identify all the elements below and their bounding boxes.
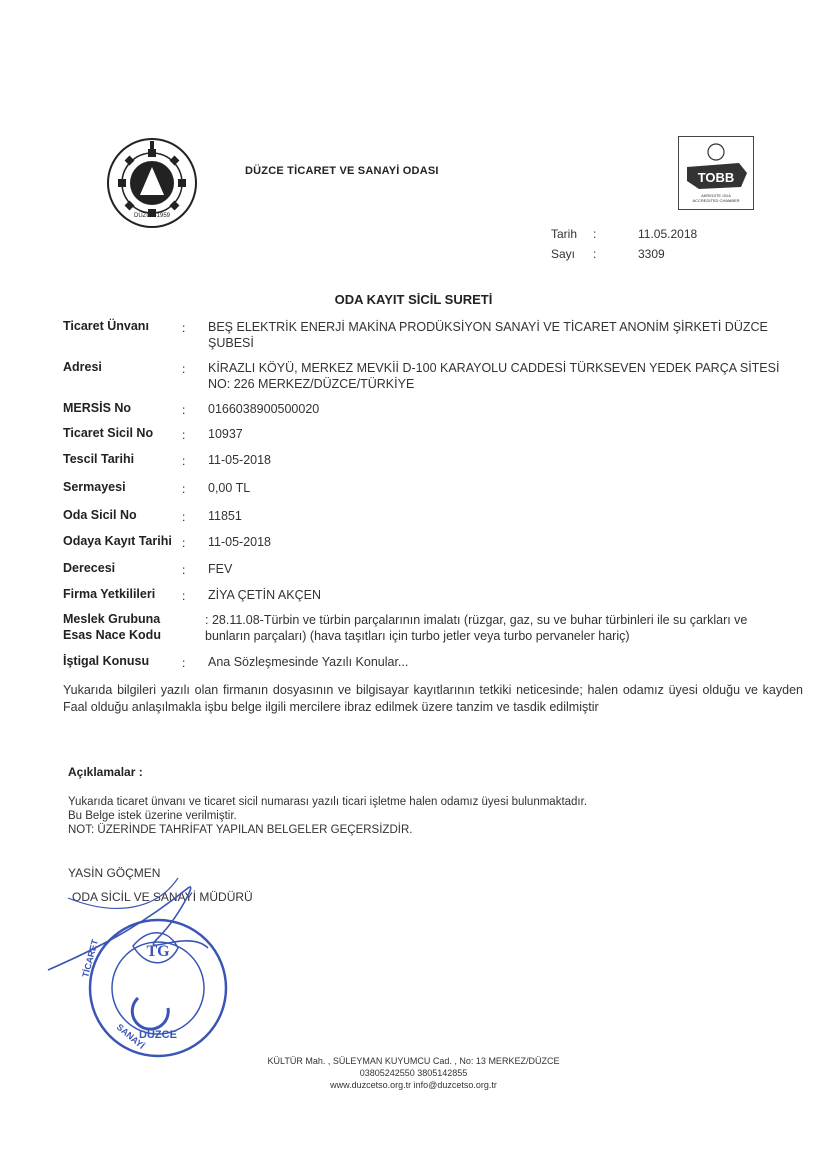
notes-heading: Açıklamalar : bbox=[68, 765, 143, 779]
field-label-nace-line2: Esas Nace Kodu bbox=[63, 628, 161, 642]
field-value-mersis: 0166038900500020 bbox=[208, 402, 320, 416]
field-colon: : bbox=[182, 536, 186, 550]
field-colon: : bbox=[182, 510, 186, 524]
footer-address: KÜLTÜR Mah. , SÜLEYMAN KUYUMCU Cad. , No: 13 MERKEZ/DÜZCE bbox=[267, 1056, 560, 1066]
field-value-trade-registry-no: 10937 bbox=[208, 427, 243, 441]
chamber-seal-logo bbox=[106, 137, 198, 229]
field-colon: : bbox=[182, 482, 186, 496]
field-value-nace: : 28.11.08-Türbin ve türbin parçalarının imalatı (rüzgar, gaz, su ve buhar türbinleri ile su çarkları ve bunların parçaları) (hava taşıtları için turbo jetler veya turbo pervaneler hariç) bbox=[205, 613, 748, 643]
org-name: DÜZCE TİCARET VE SANAYİ ODASI bbox=[245, 165, 439, 177]
field-label-registration-date: Tescil Tarihi bbox=[63, 452, 135, 466]
document-title: ODA KAYIT SİCİL SURETİ bbox=[334, 292, 493, 307]
field-label-grade: Derecesi bbox=[63, 561, 116, 575]
footer-phones: 03805242550 3805142855 bbox=[359, 1068, 468, 1078]
date-colon: : bbox=[593, 227, 597, 241]
field-label-business-scope: İştigal Konusu bbox=[63, 654, 150, 668]
field-label-trade-registry-no: Ticaret Sicil No bbox=[63, 426, 154, 440]
field-label-mersis: MERSİS No bbox=[63, 401, 132, 415]
svg-text:TG: TG bbox=[146, 943, 170, 960]
field-colon: : bbox=[182, 563, 186, 577]
notes-line-2: Bu Belge istek üzerine verilmiştir. bbox=[68, 810, 237, 822]
field-colon: : bbox=[182, 321, 186, 335]
svg-text:DÜZCE: DÜZCE bbox=[139, 1029, 177, 1041]
date-label: Tarih bbox=[551, 227, 578, 241]
field-value-registration-date: 11-05-2018 bbox=[208, 453, 272, 467]
signatory-name: YASİN GÖÇMEN bbox=[68, 866, 161, 880]
field-colon: : bbox=[182, 403, 186, 417]
svg-text:AKREDİTE ODA: AKREDİTE ODA bbox=[701, 193, 731, 198]
notes-line-1: Yukarıda ticaret ünvanı ve ticaret sicil numarası yazılı ticari işletme halen odamız üyesi bulunmaktadır. bbox=[68, 796, 588, 808]
field-value-address: KİRAZLI KÖYÜ, MERKEZ MEVKİİ D-100 KARAYOLU CADDESİ TÜRKSEVEN YEDEK PARÇA SİTESİ NO: 226 MERKEZ/DÜZCE/TÜRKİYE bbox=[208, 361, 780, 391]
field-colon: : bbox=[182, 454, 186, 468]
svg-text:SANAYİ: SANAYİ bbox=[114, 1021, 147, 1051]
svg-text:ACCREDITED CHAMBER: ACCREDITED CHAMBER bbox=[692, 198, 740, 203]
field-colon: : bbox=[182, 428, 186, 442]
signatory-title: ODA SİCİL VE SANAYİ MÜDÜRÜ bbox=[72, 890, 253, 904]
svg-text:TOBB: TOBB bbox=[697, 170, 735, 185]
number-value: 3309 bbox=[638, 247, 665, 261]
field-label-address: Adresi bbox=[63, 360, 102, 374]
field-label-trade-name: Ticaret Ünvanı bbox=[63, 319, 149, 333]
field-label-company-officials: Firma Yetkilileri bbox=[63, 587, 156, 601]
number-colon: : bbox=[593, 247, 597, 261]
field-label-chamber-registry-no: Oda Sicil No bbox=[63, 508, 137, 522]
field-label-capital: Sermayesi bbox=[63, 480, 126, 494]
field-value-business-scope: Ana Sözleşmesinde Yazılı Konular... bbox=[208, 655, 409, 669]
tobb-accreditation-logo bbox=[678, 136, 754, 210]
field-value-chamber-registry-no: 11851 bbox=[208, 509, 242, 523]
footer-web: www.duzcetso.org.tr info@duzcetso.org.tr bbox=[330, 1080, 497, 1090]
certification-statement: Yukarıda bilgileri yazılı olan firmanın dosyasının ve bilgisayar kayıtlarının tetkiki neticesinde; halen odamız üyesi olduğu ve kayden Faal olduğu anlaşılmakla işbu belge ilgili mercilere ibraz edilmek üzere tanzim ve tasdik edilmiştir bbox=[63, 683, 803, 714]
field-value-grade: FEV bbox=[208, 562, 233, 576]
field-label-nace-line1: Meslek Grubuna bbox=[63, 612, 161, 626]
field-value-trade-name: BEŞ ELEKTRİK ENERJİ MAKİNA PRODÜKSİYON SANAYİ VE TİCARET ANONİM ŞİRKETİ DÜZCE ŞUBESİ bbox=[208, 320, 768, 350]
svg-text:DÜZCE-1959: DÜZCE-1959 bbox=[133, 213, 171, 219]
field-colon: : bbox=[182, 589, 186, 603]
notes-line-3: NOT: ÜZERİNDE TAHRİFAT YAPILAN BELGELER GEÇERSİZDİR. bbox=[68, 824, 413, 836]
date-value: 11.05.2018 bbox=[638, 227, 698, 241]
official-stamp bbox=[38, 858, 258, 1058]
field-colon: : bbox=[182, 656, 186, 670]
field-value-company-officials: ZİYA ÇETİN AKÇEN bbox=[208, 588, 321, 602]
field-value-capital: 0,00 TL bbox=[208, 481, 251, 495]
field-label-chamber-registration-date: Odaya Kayıt Tarihi bbox=[63, 534, 172, 548]
field-colon: : bbox=[182, 362, 186, 376]
field-value-chamber-registration-date: 11-05-2018 bbox=[208, 535, 272, 549]
number-label: Sayı bbox=[551, 247, 576, 261]
svg-text:TİCARET: TİCARET bbox=[80, 938, 101, 979]
